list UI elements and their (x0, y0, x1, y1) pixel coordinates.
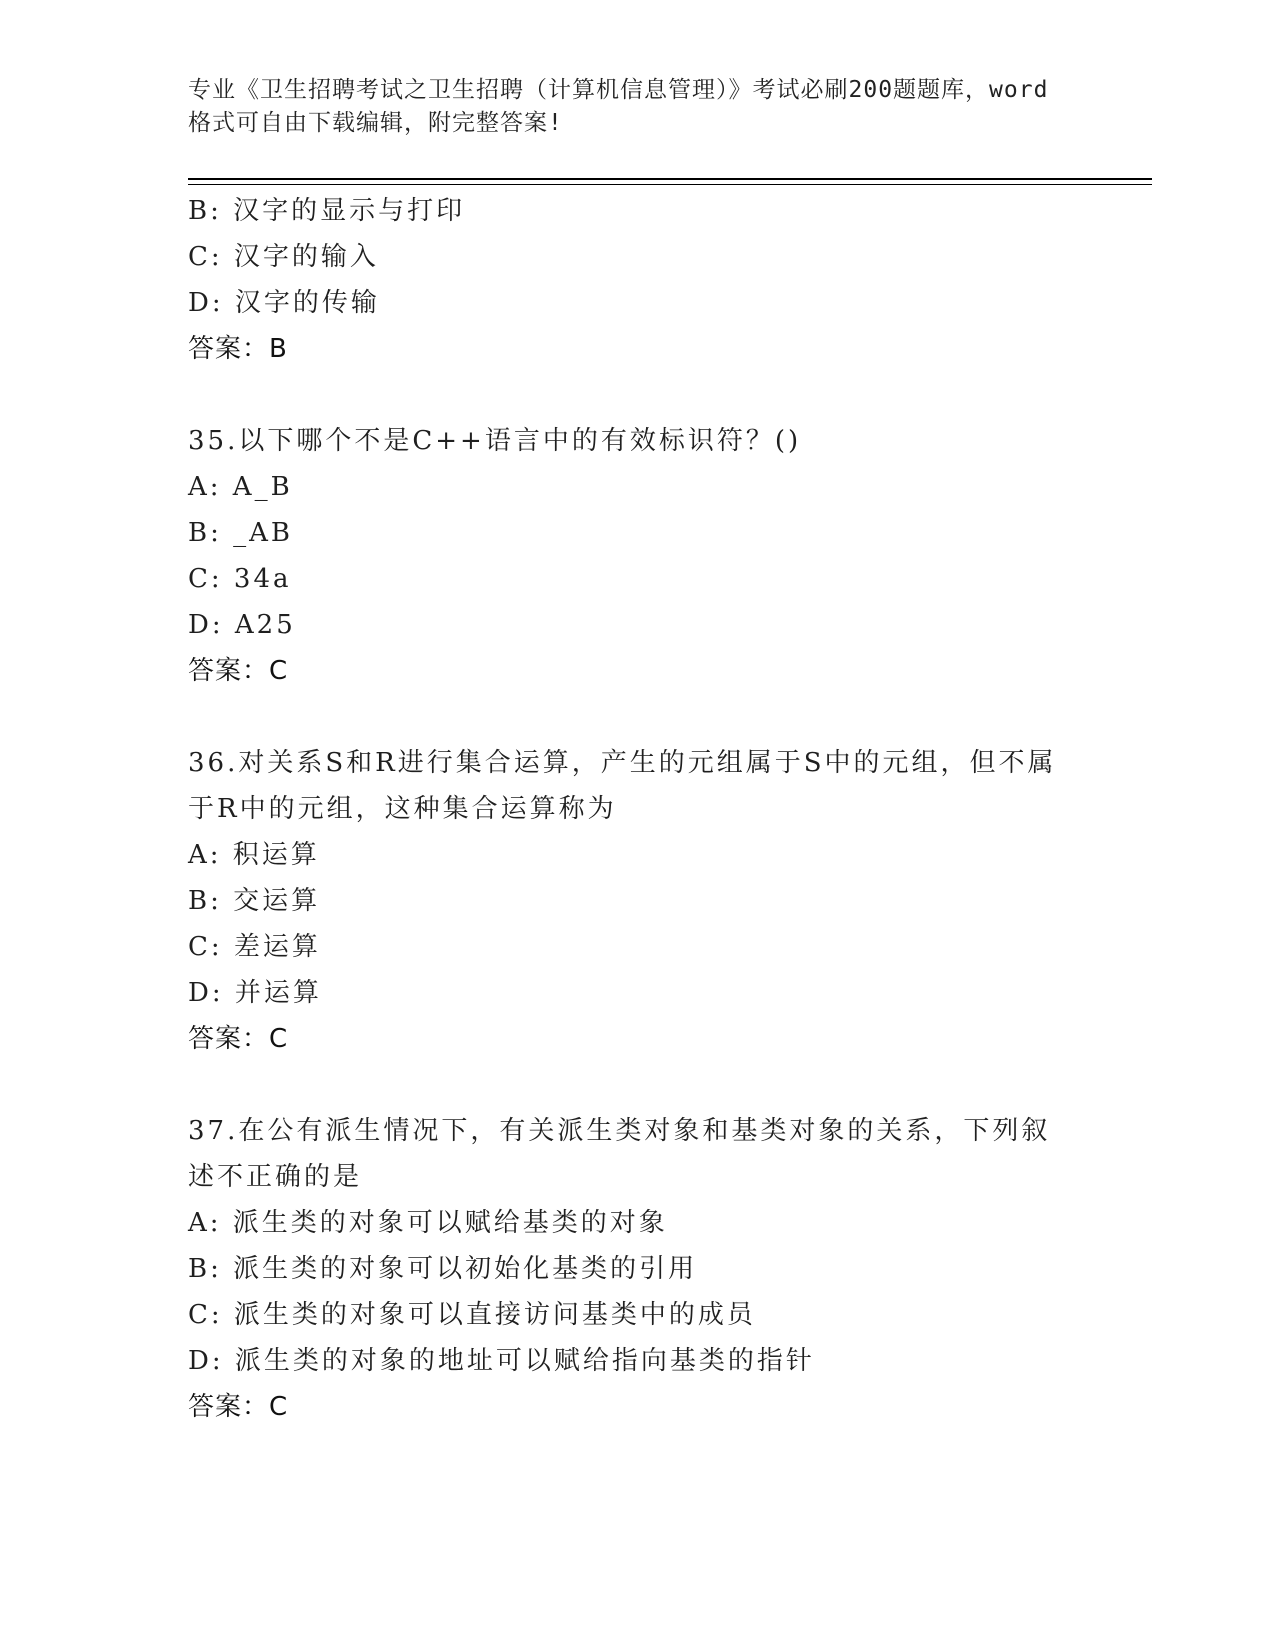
question-text: 36.对关系S和R进行集合运算，产生的元组属于S中的元组，但不属于R中的元组，这种集合运算称为 (188, 748, 1057, 824)
question-spacer (188, 372, 1088, 418)
answer-line: 答案：C (188, 656, 289, 686)
answer-line: 答案：C (188, 1024, 289, 1054)
option-a: A: 积运算 (188, 840, 320, 870)
option-d: D: 并运算 (188, 978, 322, 1008)
header-divider-thick (188, 178, 1152, 180)
option-d: D: 汉字的传输 (188, 288, 380, 318)
header-line-2: 格式可自由下载编辑，附完整答案! (188, 110, 563, 136)
option-b: B: 汉字的显示与打印 (188, 196, 466, 226)
option-a: A: A_B (188, 472, 293, 502)
question-list (188, 188, 1088, 1430)
option-c: C: 34a (188, 564, 292, 594)
option-b: B: 派生类的对象可以初始化基类的引用 (188, 1254, 698, 1284)
header-divider-thin (188, 184, 1152, 185)
option-d: D: A25 (188, 610, 296, 640)
answer-line: 答案：C (188, 1392, 289, 1422)
option-d: D: 派生类的对象的地址可以赋给指向基类的指针 (188, 1346, 815, 1376)
header-line-1: 专业《卫生招聘考试之卫生招聘（计算机信息管理）》考试必刷200题题库，word (188, 77, 1049, 103)
question-35 (188, 418, 1088, 694)
question-spacer (188, 694, 1088, 740)
question-34-continued (188, 188, 1088, 372)
question-36 (188, 740, 1088, 1062)
option-b: B: _AB (188, 518, 294, 548)
option-c: C: 汉字的输入 (188, 242, 379, 272)
option-c: C: 差运算 (188, 932, 321, 962)
question-text: 35.以下哪个不是C++语言中的有效标识符？() (188, 426, 802, 456)
question-text: 37.在公有派生情况下，有关派生类对象和基类对象的关系，下列叙述不正确的是 (188, 1116, 1051, 1192)
question-spacer (188, 1062, 1088, 1108)
option-b: B: 交运算 (188, 886, 321, 916)
answer-line: 答案：B (188, 334, 288, 364)
option-c: C: 派生类的对象可以直接访问基类中的成员 (188, 1300, 756, 1330)
option-a: A: 派生类的对象可以赋给基类的对象 (188, 1208, 668, 1238)
question-37 (188, 1108, 1088, 1430)
document-header (188, 74, 1088, 140)
